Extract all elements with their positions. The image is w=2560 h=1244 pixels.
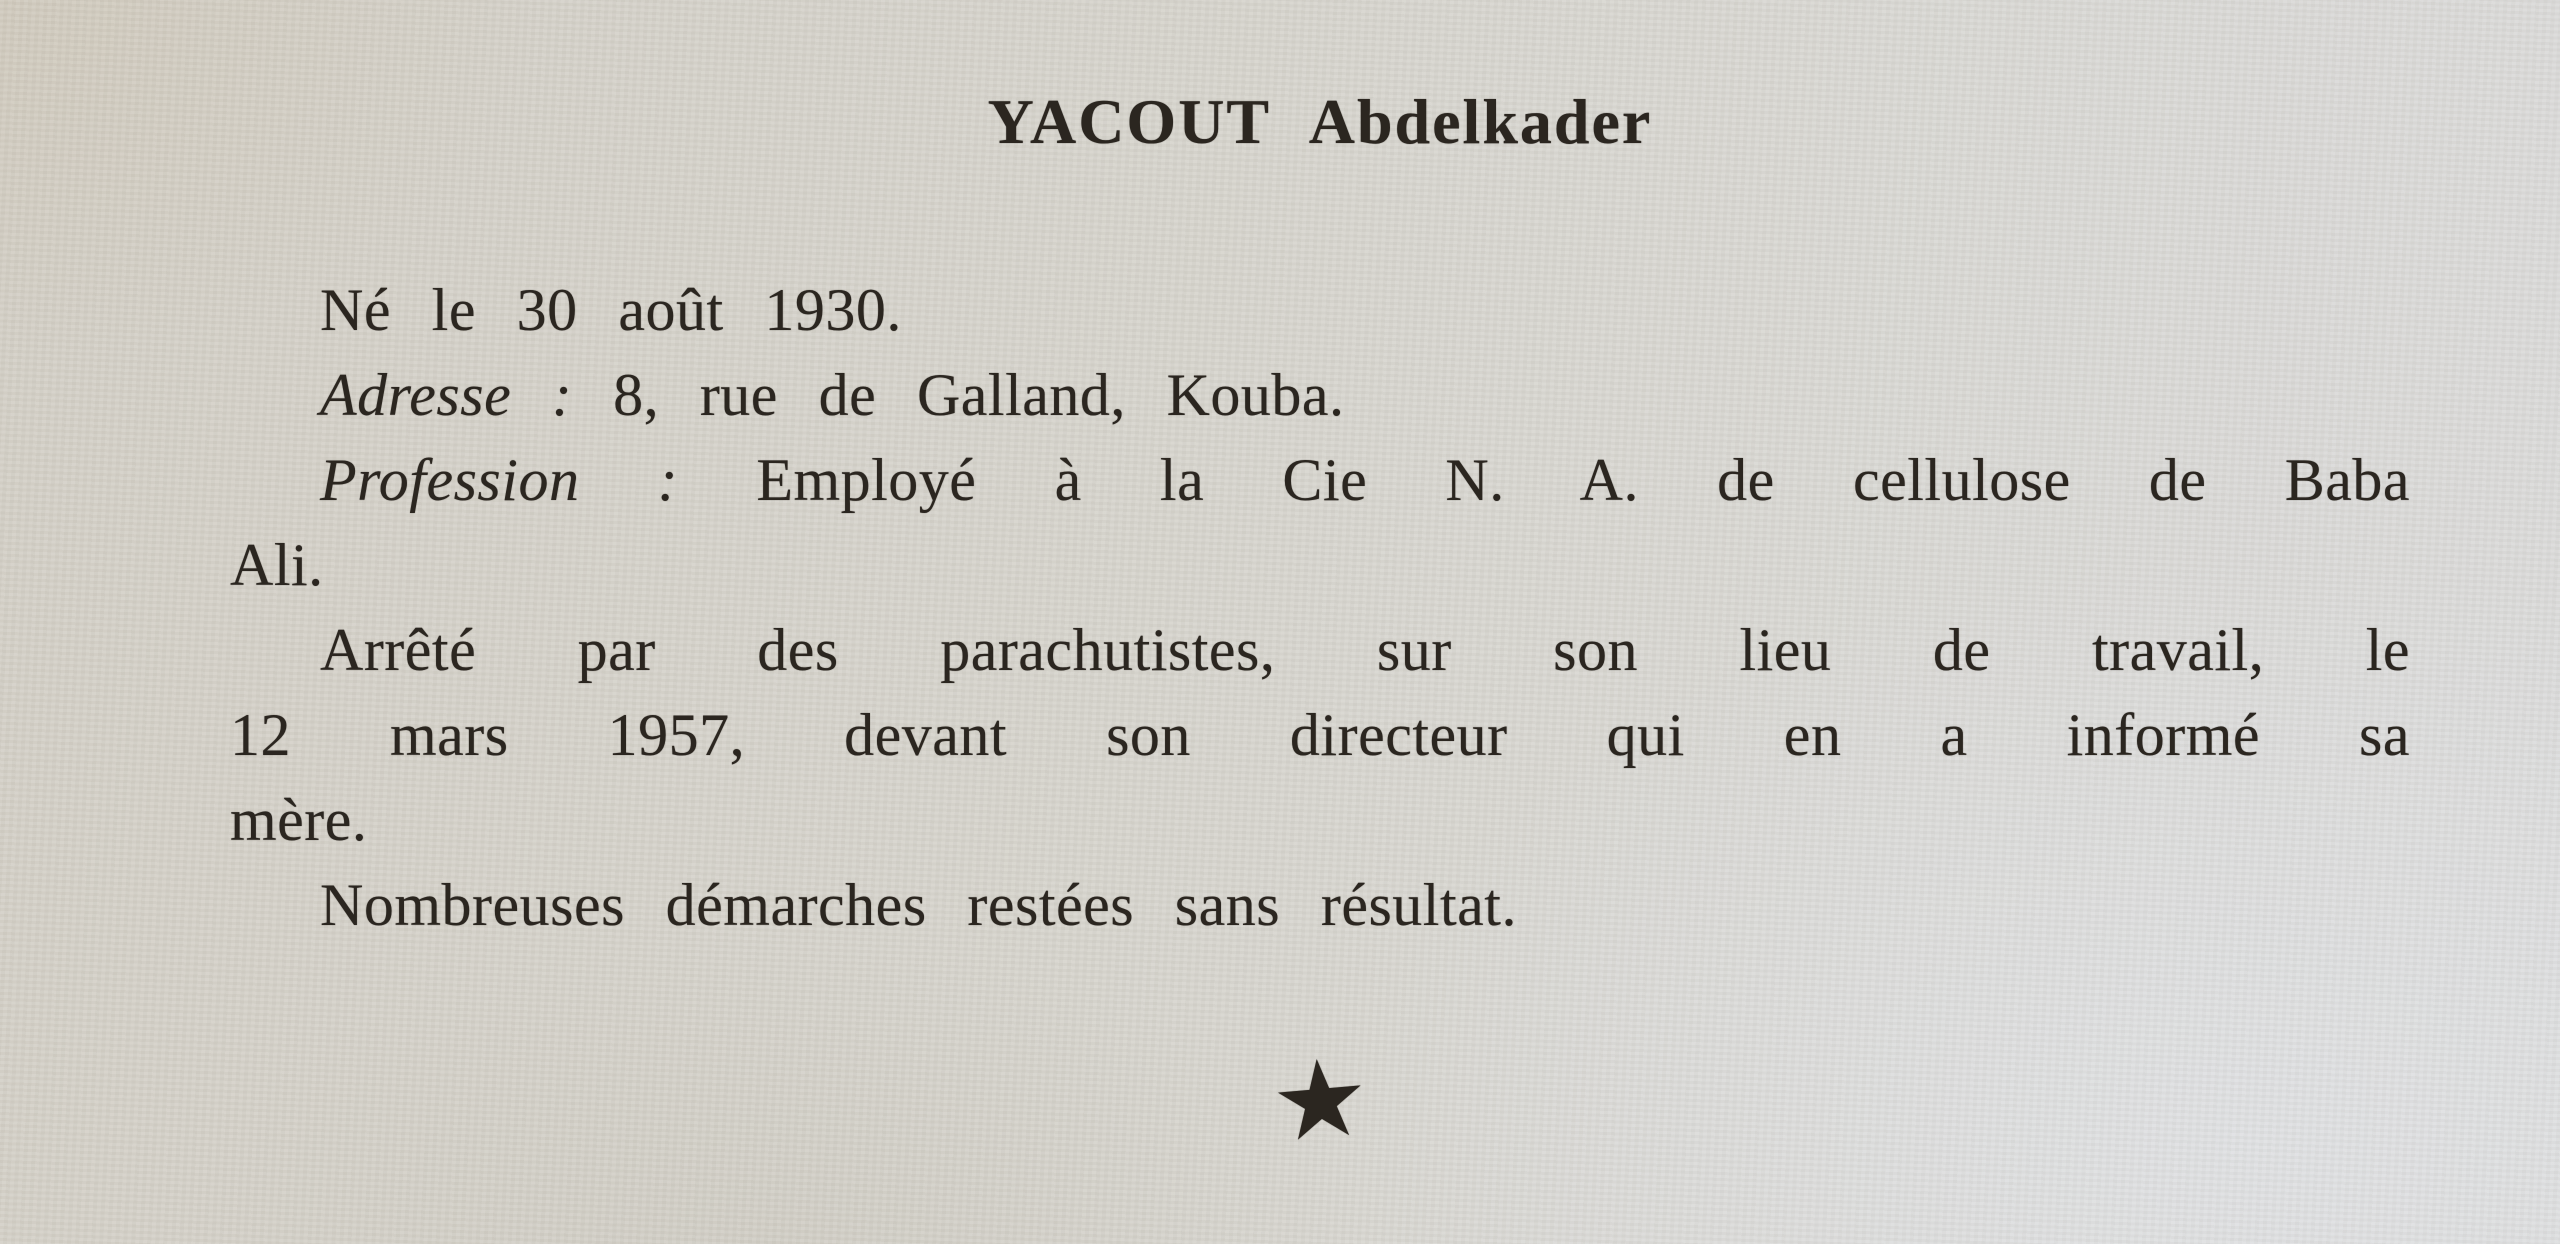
arrest-line-3: mère. xyxy=(230,787,368,853)
address-value: 8, rue de Galland, Kouba. xyxy=(613,362,1345,428)
page-title: YACOUT Abdelkader xyxy=(987,86,1653,157)
star-divider xyxy=(230,1038,2410,1165)
outcome-line: Nombreuses démarches restées sans résultat. xyxy=(320,872,1517,938)
profession-value: Employé à la Cie N. A. de cellulose de Baba xyxy=(756,447,2411,513)
arrest-line-1: Arrêté par des parachutistes, sur son lieu de travail, le xyxy=(320,617,2410,683)
star-icon: ★ xyxy=(1266,1038,1374,1165)
address-label: Adresse : xyxy=(320,362,573,428)
entry-text xyxy=(230,268,2410,948)
profession-continuation-line: Ali. xyxy=(230,532,324,598)
arrest-line-2: 12 mars 1957, devant son directeur qui en a informé sa xyxy=(230,702,2410,768)
profession-label: Profession : xyxy=(320,447,679,513)
address-line xyxy=(230,353,2410,438)
birthdate-line: Né le 30 août 1930. xyxy=(320,277,902,343)
profession-line xyxy=(230,438,2410,523)
